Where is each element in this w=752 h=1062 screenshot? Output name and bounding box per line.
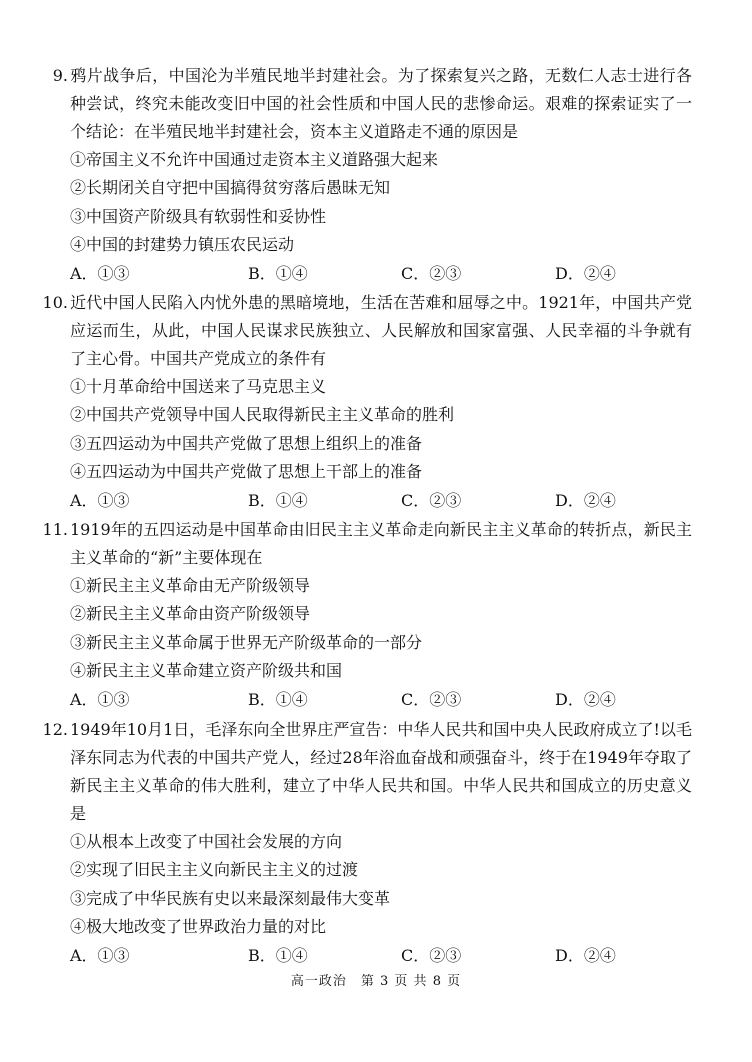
question-text: 近代中国人民陷入内忧外患的黑暗境地，生活在苦难和屈辱之中。1921年，中国共产党应运而生，从此，中国人民谋求民族独立、人民解放和国家富强、人民幸福的斗争就有了主心骨。中国共产党成立的条件有 <box>70 293 692 368</box>
answer-choices <box>70 686 692 714</box>
question-12 <box>42 716 692 970</box>
choice-b: B．①④ <box>248 263 308 283</box>
question-number: 9. <box>52 66 68 85</box>
statement-2: ②实现了旧民主主义向新民主主义的过渡 <box>70 860 359 880</box>
answer-choices <box>70 942 692 970</box>
choice-a: A．①③ <box>70 263 130 283</box>
statement-1: ①帝国主义不允许中国通过走资本主义道路强大起来 <box>70 150 439 169</box>
question-text: 鸦片战争后，中国沦为半殖民地半封建社会。为了探索复兴之路，无数仁人志士进行各种尝试，终究未能改变旧中国的社会性质和中国人民的悲惨命运。艰难的探索证实了一个结论：在半殖民地半封建社会，资本主义道路走不通的原因是 <box>70 66 692 141</box>
statement-1: ①新民主主义革命由无产阶级领导 <box>70 576 311 595</box>
choice-c: C．②③ <box>401 490 462 510</box>
choice-a: A．①③ <box>70 689 130 709</box>
statement-2: ②中国共产党领导中国人民取得新民主主义革命的胜利 <box>70 405 455 425</box>
choice-c: C．②③ <box>401 689 462 709</box>
statement-2: ②新民主主义革命由资产阶级领导 <box>70 604 311 624</box>
statement-3: ③五四运动为中国共产党做了思想上组织上的准备 <box>70 433 423 453</box>
choice-b: B．①④ <box>248 689 308 709</box>
answer-choices <box>70 487 692 515</box>
choice-d: D．②④ <box>555 945 616 965</box>
question-stem <box>42 716 692 828</box>
statement-1: ①十月革命给中国送来了马克思主义 <box>70 377 327 396</box>
choice-b: B．①④ <box>248 490 308 510</box>
question-text: 1949年10月1日，毛泽东向全世界庄严宣告：中华人民共和国中央人民政府成立了!以毛泽东同志为代表的中国共产党人，经过28年浴血奋战和顽强奋斗，终于在1949年夺取了新民主主义革命的伟大胜利，建立了中华人民共和国。中华人民共和国成立的历史意义是 <box>70 720 692 823</box>
question-number: 10. <box>42 293 68 312</box>
choice-c: C．②③ <box>401 945 462 965</box>
question-number: 11. <box>42 520 68 539</box>
choice-b: B．①④ <box>248 945 308 965</box>
statement-1: ①从根本上改变了中国社会发展的方向 <box>70 832 343 851</box>
choice-a: A．①③ <box>70 945 130 965</box>
question-number: 12. <box>42 720 68 739</box>
question-text: 1919年的五四运动是中国革命由旧民主主义革命走向新民主主义革命的转折点，新民主主义革命的“新”主要体现在 <box>70 520 692 567</box>
statement-4: ④新民主主义革命建立资产阶级共和国 <box>70 661 343 681</box>
question-10 <box>42 289 692 515</box>
statement-4: ④五四运动为中国共产党做了思想上干部上的准备 <box>70 462 423 482</box>
choice-d: D．②④ <box>555 263 616 283</box>
choice-d: D．②④ <box>555 689 616 709</box>
question-11 <box>42 516 692 714</box>
question-stem <box>42 516 692 572</box>
choice-c: C．②③ <box>401 263 462 283</box>
choice-a: A．①③ <box>70 490 130 510</box>
statement-4: ④中国的封建势力镇压农民运动 <box>70 235 295 255</box>
statement-3: ③完成了中华民族有史以来最深刻最伟大变革 <box>70 888 391 908</box>
page-footer: 高一政治 第 3 页 共 8 页 <box>290 974 462 989</box>
answer-choices <box>70 260 692 288</box>
statement-2: ②长期闭关自守把中国搞得贫穷落后愚昧无知 <box>70 178 391 198</box>
choice-d: D．②④ <box>555 490 616 510</box>
statement-3: ③新民主主义革命属于世界无产阶级革命的一部分 <box>70 632 423 652</box>
statement-4: ④极大地改变了世界政治力量的对比 <box>70 917 327 937</box>
question-stem <box>52 62 692 146</box>
statement-3: ③中国资产阶级具有软弱性和妥协性 <box>70 206 327 226</box>
question-stem <box>42 289 692 373</box>
question-9 <box>52 62 692 288</box>
